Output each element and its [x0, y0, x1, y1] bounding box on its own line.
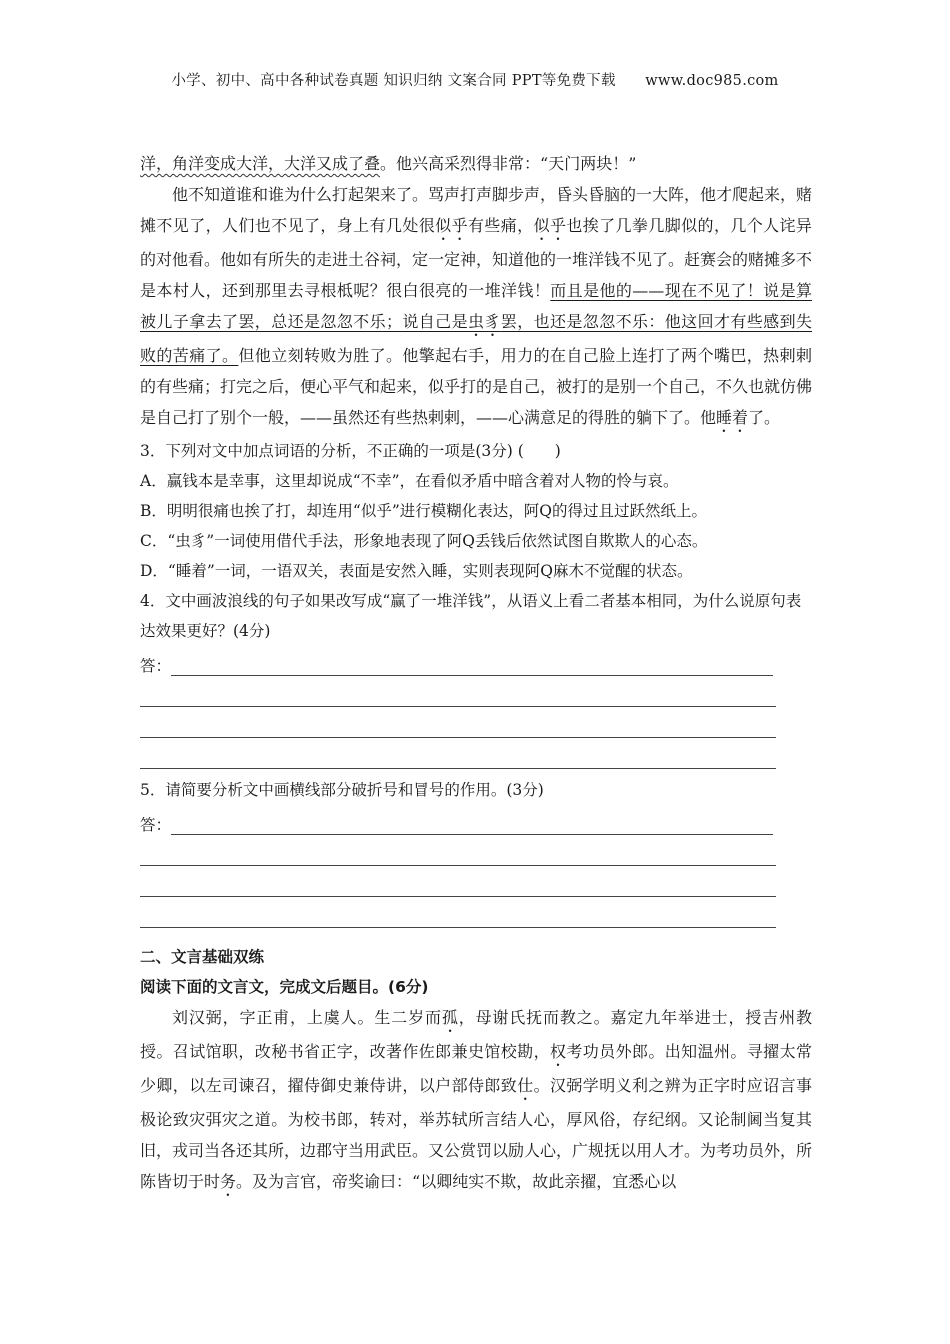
dotted-word: 孤	[441, 1008, 459, 1027]
wavy-underlined-sentence: 洋，角洋变成大洋，大洋又成了叠	[140, 154, 381, 173]
answer-line[interactable]	[140, 738, 776, 769]
question-3-stem: 3．下列对文中加点词语的分析，不正确的一项是(3分) ( )	[140, 442, 561, 460]
passage-text: 了。	[748, 408, 781, 427]
dotted-word: 虫豸	[467, 312, 501, 331]
passage-text: 。及为言官，帝奖谕曰：“以卿纯实不欺，故此亲擢，宜悉心以	[236, 1172, 677, 1191]
question-4-stem: 4．文中画波浪线的句子如果改写成“赢了一堆洋钱”，从语义上看二者基本相同，为什么说原句表达效果更好？(4分)	[140, 592, 802, 640]
dotted-word: 权	[549, 1042, 567, 1061]
passage-text: 考功员外郎。出知温州。寻擢太常少卿，以左司谏召，擢侍御史兼侍讲，以户部侍郎致	[140, 1042, 812, 1095]
question-3-option-b: B．明明很痛也挨了打，却连用“似乎”进行模糊化表达，阿Q的得过且过跃然纸上。	[140, 502, 707, 520]
answer-line[interactable]	[140, 835, 776, 866]
dotted-word: 仕	[517, 1076, 534, 1095]
answer-line[interactable]	[140, 707, 776, 738]
answer-line[interactable]	[171, 657, 773, 676]
answer-line[interactable]	[171, 816, 773, 835]
dotted-word: 似乎	[435, 216, 468, 235]
header-url[interactable]: www.doc985.com	[645, 73, 779, 89]
question-3-option-c: C．“虫豸”一词使用借代手法，形象地表现了阿Q丢钱后依然试图自欺欺人的心态。	[140, 532, 708, 550]
answer-line[interactable]	[140, 866, 776, 897]
passage-text: 有些痛，	[467, 216, 534, 235]
answer-label: 答：	[140, 816, 172, 834]
question-3-option-a: A．赢钱本是幸事，这里却说成“不幸”，在看似矛盾中暗含着对人物的怜与哀。	[140, 472, 679, 490]
passage-text: 刘汉弼，字正甫，上虞人。生二岁而	[172, 1008, 442, 1027]
question-4-answer-row	[140, 646, 812, 676]
page-content	[140, 148, 812, 1200]
passage-text: 也挨了几拳几脚似的，几个人诧异的对他看。他如有所失的走进土谷祠，定一定神，知道他的一堆洋钱不见了。赶赛会的赌摊多不是本村人，还到那里去寻根柢呢？很白很亮的一堆洋钱！	[140, 216, 813, 300]
answer-line[interactable]	[140, 676, 776, 707]
passage-paragraph-1	[140, 148, 812, 179]
page-header	[0, 69, 950, 90]
underlined-text: 而且是他的——现在不见了！说是算被儿子拿去了罢，总还是忽忽不乐；说自己是	[140, 281, 812, 331]
dotted-word: 似乎	[533, 216, 567, 235]
passage-text: 。汉弼学明义利之辨为正字时应诏言事极论致灾弭灾之道。为校书郎，转对，举苏轼所言结人心，厚风俗，存纪纲。又论制阃当复其旧，戎司当各还其所，边郡守当用武臣。又公赏罚以励人心，广规抚以用人才。为考功员外，所陈皆切于时	[140, 1076, 813, 1191]
passage-text: ，母谢氏抚而教之。嘉定九年举进士，授吉州教授。召试馆职，改秘书省正字，改著作佐郎兼史馆校勘，	[140, 1008, 812, 1061]
answer-label: 答：	[140, 657, 172, 675]
passage-text: 但他立刻转败为胜了。他擎起右手，用力的在自己脸上连打了两个嘴巴，热剌剌的有些痛；打完之后，便心平气和起来，似乎打的是自己，被打的是别一个自己，不久也就仿佛是自己打了别个一般，——虽然还有些热剌剌，——心满意足的得胜的躺下了。他	[140, 346, 813, 427]
answer-line[interactable]	[140, 897, 776, 928]
section-2-title: 二、文言基础双练	[140, 948, 265, 966]
underlined-text: 罢，也还是忽忽不乐：他这回才有些感到失败的苦痛了。	[140, 312, 812, 365]
section-2-instruction: 阅读下面的文言文，完成文后题目。(6分)	[140, 978, 429, 996]
passage-text: 他不知道谁和谁为什么打起架来了。骂声打声脚步声，昏头昏脑的一大阵，他才爬起来，赌摊不见了，人们也不见了，身上有几处很	[140, 185, 813, 235]
classical-passage	[140, 1002, 812, 1200]
header-text: 小学、初中、高中各种试卷真题 知识归纳 文案合同 PPT等免费下载	[171, 73, 616, 89]
question-5-stem: 5．请简要分析文中画横线部分破折号和冒号的作用。(3分)	[140, 781, 544, 799]
question-5-answer-row	[140, 805, 812, 835]
dotted-word: 睡着	[716, 408, 749, 427]
passage-paragraph-2	[140, 179, 812, 436]
question-3-option-d: D．“睡着”一词，一语双关，表面是安然入睡，实则表现阿Q麻木不觉醒的状态。	[140, 562, 693, 580]
passage-text: 。他兴高采烈得非常：“天门两块！”	[380, 154, 637, 173]
dotted-word: 务	[220, 1172, 237, 1191]
